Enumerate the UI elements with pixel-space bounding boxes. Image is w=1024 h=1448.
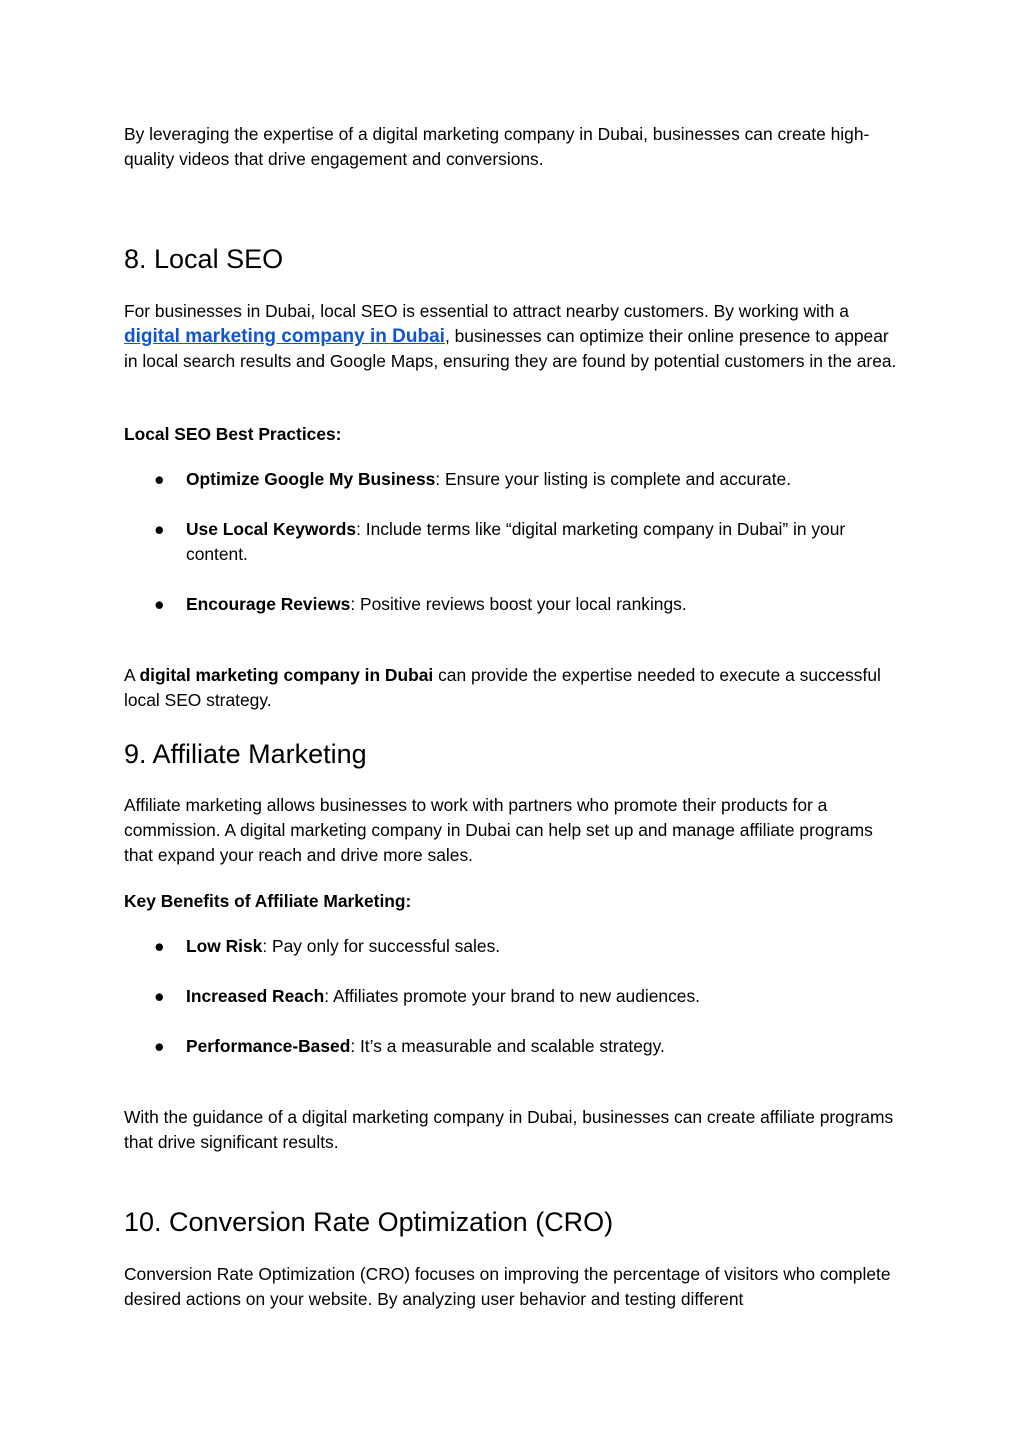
bullet-text: : It’s a measurable and scalable strategy. <box>350 1036 665 1056</box>
bullet-icon: ● <box>154 519 165 539</box>
affiliate-paragraph: Affiliate marketing allows businesses to work with partners who promote their products for a commission. A digital marketing company in Dubai can help set up and manage affiliate programs that expand your reach and drive more sales. <box>124 795 873 866</box>
bullet-term: Use Local Keywords <box>186 519 357 539</box>
list-item <box>154 1034 874 1059</box>
bullet-icon: ● <box>154 986 165 1006</box>
bullet-term: Encourage Reviews <box>186 594 351 614</box>
affiliate-subheading: Key Benefits of Affiliate Marketing: <box>124 891 412 911</box>
closing-text-before: A <box>124 665 140 685</box>
bullet-text: : Affiliates promote your brand to new audiences. <box>324 986 700 1006</box>
bullet-term: Optimize Google My Business <box>186 469 436 489</box>
closing-bold: digital marketing company in Dubai <box>139 665 434 685</box>
heading-cro: 10. Conversion Rate Optimization (CRO) <box>124 1207 614 1237</box>
cro-paragraph: Conversion Rate Optimization (CRO) focuses on improving the percentage of visitors who complete desired actions on your website. By analyzing user behavior and testing different <box>124 1264 891 1310</box>
local-seo-text-before: For businesses in Dubai, local SEO is essential to attract nearby customers. By working with a <box>124 301 849 321</box>
list-item <box>154 592 874 617</box>
local-seo-paragraph <box>124 299 899 375</box>
local-seo-text-after: , businesses can optimize their online presence to appear in local search results and Google Maps, ensuring they are found by potential customers in the area. <box>124 326 897 372</box>
list-item <box>154 467 874 492</box>
closing-text-after: can provide the expertise needed to execute a successful local SEO strategy. <box>124 665 881 711</box>
heading-local-seo: 8. Local SEO <box>124 244 284 274</box>
bullet-icon: ● <box>154 1036 165 1056</box>
bullet-term: Performance-Based <box>186 1036 351 1056</box>
list-item <box>154 934 874 959</box>
bullet-text: : Pay only for successful sales. <box>262 936 501 956</box>
list-item <box>154 517 874 567</box>
bullet-text: : Include terms like “digital marketing company in Dubai” in your content. <box>186 519 846 565</box>
heading-affiliate-marketing: 9. Affiliate Marketing <box>124 739 367 769</box>
bullet-icon: ● <box>154 594 165 614</box>
bullet-term: Increased Reach <box>186 986 325 1006</box>
bullet-text: : Ensure your listing is complete and accurate. <box>435 469 792 489</box>
bullet-icon: ● <box>154 936 165 956</box>
bullet-text: : Positive reviews boost your local rankings. <box>350 594 687 614</box>
bullet-term: Low Risk <box>186 936 263 956</box>
affiliate-closing: With the guidance of a digital marketing company in Dubai, businesses can create affiliate programs that drive significant results. <box>124 1107 894 1153</box>
bullet-icon: ● <box>154 469 165 489</box>
digital-marketing-link[interactable]: digital marketing company in Dubai <box>124 326 445 348</box>
local-seo-subheading: Local SEO Best Practices: <box>124 424 342 444</box>
list-item <box>154 984 874 1009</box>
intro-paragraph: By leveraging the expertise of a digital marketing company in Dubai, businesses can create high-quality videos that drive engagement and conversions. <box>124 124 870 170</box>
local-seo-closing <box>124 663 899 713</box>
